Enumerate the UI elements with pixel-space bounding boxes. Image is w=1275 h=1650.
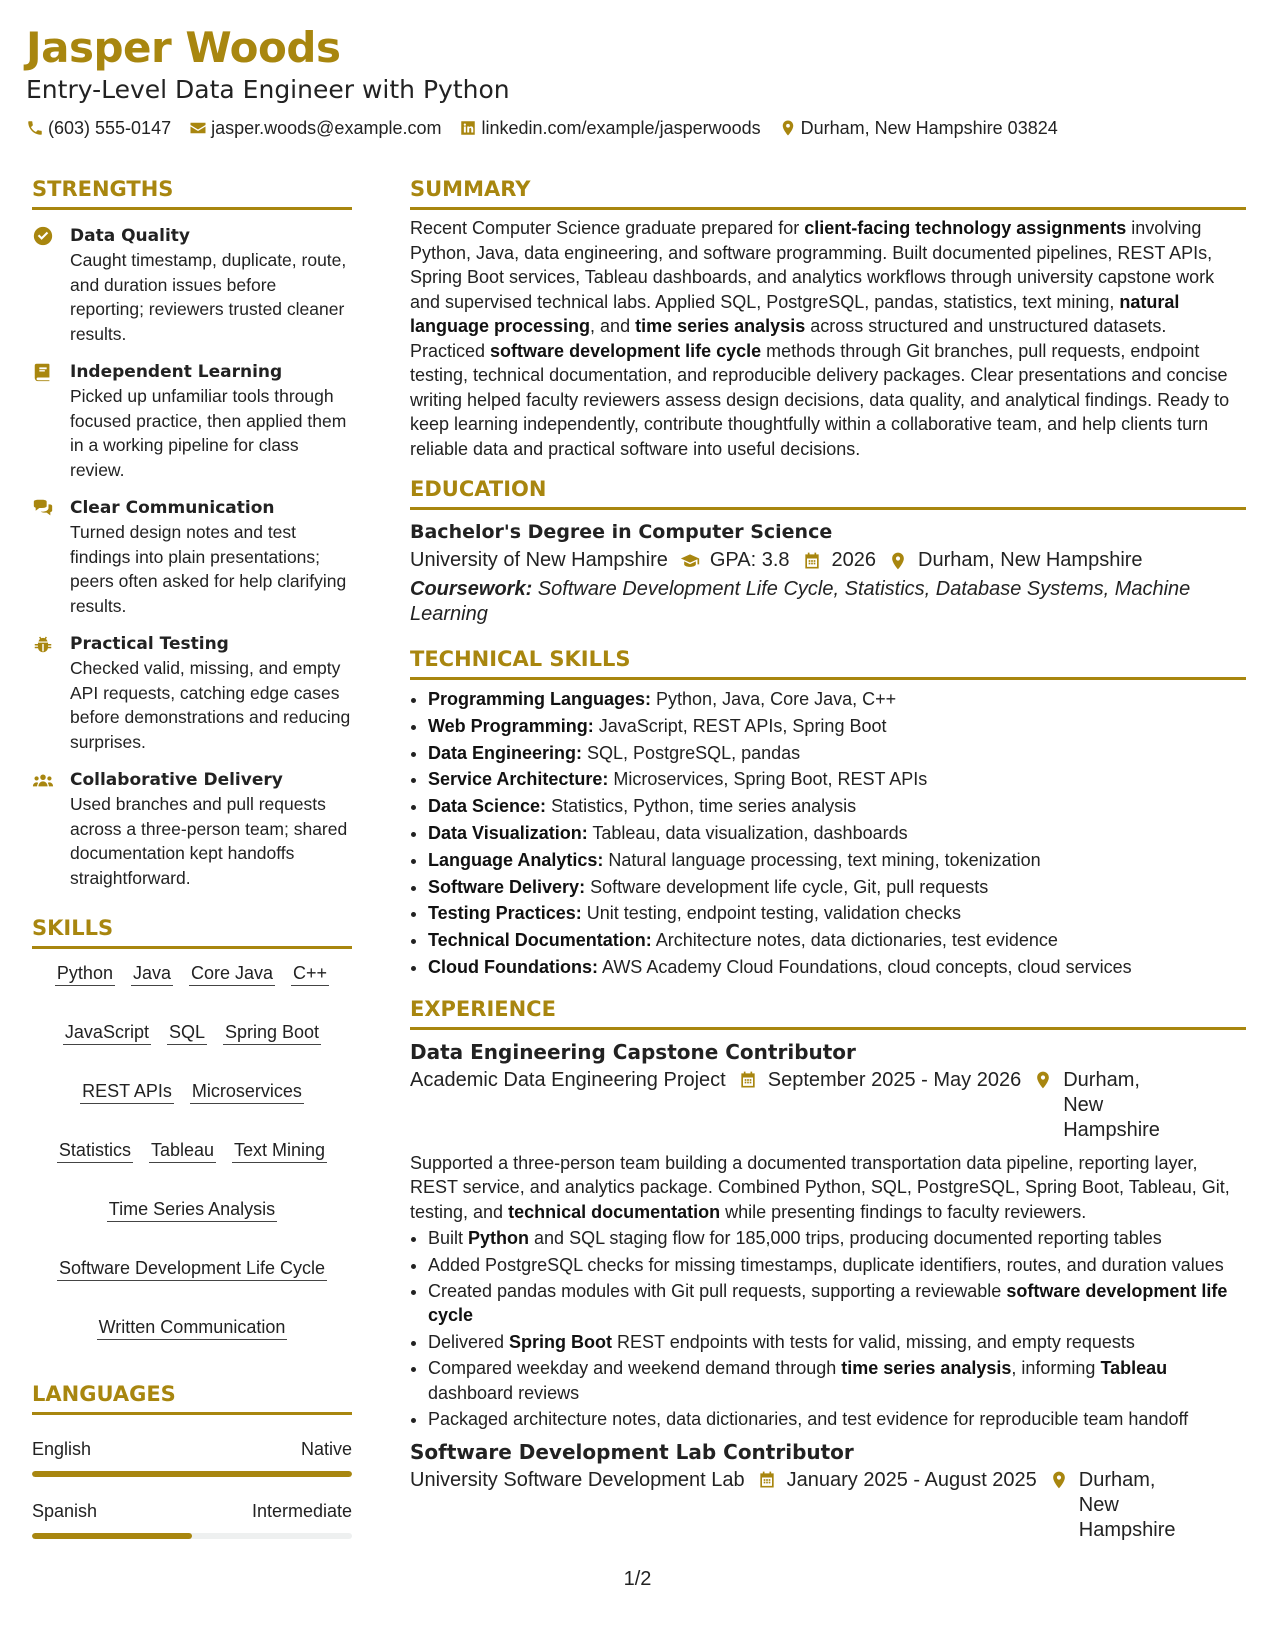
language-name: Spanish [32,1501,98,1521]
job-title: Software Development Lab Contributor [410,1439,854,1464]
contact-phone[interactable] [26,118,171,139]
skill-tag: Written Communication [97,1315,288,1340]
strength-desc: Picked up unfamiliar tools through focused practice, then applied them in a working pipeline for class review. [70,386,347,480]
contact-location [779,118,1058,139]
job-entry [410,1038,1246,1432]
strength-desc: Checked valid, missing, and empty API requests, catching edge cases before demonstrations and reducing surprises. [70,658,351,752]
check-circle-icon [32,225,54,247]
skill-tag: Time Series Analysis [107,1197,277,1222]
candidate-name: Jasper Woods [26,23,341,72]
skill-tag: Python [55,961,115,986]
calendar-icon [738,1070,758,1090]
strength-desc: Used branches and pull requests across a three-person team; shared documentation kept handoffs straightforward. [70,794,348,888]
strength-title: Clear Communication [70,498,275,518]
list-item: • Data Visualization: Tableau, data visualization, dashboards [428,820,1246,847]
job-bullets [410,1226,1246,1431]
skill-tag: C++ [291,961,329,986]
list-item: • Packaged architecture notes, data dictionaries, and test evidence for reproducible team handoff [428,1407,1246,1431]
strength-title: Data Quality [70,226,190,246]
email-text: jasper.woods@example.com [211,117,442,138]
strength-desc: Turned design notes and test findings into plain presentations; peers often asked for help clarifying results. [70,522,347,616]
skill-tag: Java [131,961,173,986]
left-column [32,175,352,1539]
phone-icon [26,119,44,137]
job-description: Supported a three-person team building a documented transportation data pipeline, reporting layer, REST service, and analytics package. Combined Python, SQL, PostgreSQL, Spring Boot, Tableau, Git, testing, and technical documentation while presenting findings to faculty reviewers. [410,1152,1230,1222]
calendar-icon [802,551,822,571]
map-pin-icon [1049,1470,1069,1490]
skill-tag: Spring Boot [223,1020,321,1045]
strength-title: Independent Learning [70,362,283,382]
list-item: • Created pandas modules with Git pull requests, supporting a reviewable software development life cycle [428,1279,1246,1328]
list-item: • Web Programming: JavaScript, REST APIs, Spring Boot [428,713,1246,740]
skill-tag: REST APIs [80,1079,174,1104]
page-number: 1/2 [623,1568,652,1590]
graduation-cap-icon [680,551,700,571]
language-proficiency-fill [32,1533,192,1539]
map-pin-icon [1033,1070,1053,1090]
skills-tag-cloud [32,961,352,1340]
job-location: Durham, New Hampshire [1063,1068,1160,1141]
degree-title: Bachelor's Degree in Computer Science [410,521,833,543]
language-level: Intermediate [251,1501,352,1521]
education-heading: EDUCATION [410,475,1246,510]
strength-item [32,768,352,890]
list-item: • Data Engineering: SQL, PostgreSQL, pandas [428,740,1246,767]
list-item: • Programming Languages: Python, Java, Core Java, C++ [428,686,1246,713]
gpa-text: GPA: 3.8 [709,549,790,571]
job-meta [410,1468,1246,1543]
contact-row [26,116,1249,140]
phone-text: (603) 555-0147 [48,117,172,138]
education-location: Durham, New Hampshire [918,549,1143,571]
book-icon [32,361,54,383]
summary-heading: SUMMARY [410,175,1246,210]
list-item: • Testing Practices: Unit testing, endpoint testing, validation checks [428,900,1246,927]
skills-heading: SKILLS [32,914,352,949]
list-item: • Added PostgreSQL checks for missing timestamps, duplicate identifiers, routes, and duration values [428,1253,1246,1277]
language-item [32,1437,352,1477]
list-item: • Software Delivery: Software development life cycle, Git, pull requests [428,874,1246,901]
skill-tag: Tableau [149,1138,216,1163]
list-item: • Delivered Spring Boot REST endpoints with tests for valid, missing, and empty requests [428,1330,1246,1354]
list-item: • Technical Documentation: Architecture notes, data dictionaries, test evidence [428,927,1246,954]
contact-linkedin[interactable] [459,118,760,139]
language-item [32,1499,352,1539]
list-item: • Built Python and SQL staging flow for 185,000 trips, producing documented reporting tables [428,1226,1246,1250]
job-meta [410,1068,1246,1143]
skill-tag: JavaScript [63,1020,151,1045]
languages-heading: LANGUAGES [32,1380,352,1415]
job-location: Durham, New Hampshire [1078,1468,1176,1541]
language-proficiency-fill [32,1471,352,1477]
coursework: Coursework: Software Development Life Cycle, Statistics, Database Systems, Machine Learning [410,578,1191,625]
job-title: Data Engineering Capstone Contributor [410,1039,856,1064]
language-name: English [32,1439,92,1459]
skill-tag: SQL [167,1020,207,1045]
map-pin-icon [888,551,908,571]
contact-email[interactable] [189,118,441,139]
experience-heading: EXPERIENCE [410,995,1246,1030]
list-item: • Data Science: Statistics, Python, time series analysis [428,793,1246,820]
right-column [410,175,1246,1543]
envelope-icon [189,119,207,137]
list-item: • Service Architecture: Microservices, Spring Boot, REST APIs [428,766,1246,793]
resume-header [26,22,1249,140]
job-organization: Academic Data Engineering Project [410,1068,726,1091]
linkedin-icon [459,119,477,137]
school-name: University of New Hampshire [410,549,668,571]
comments-icon [32,497,54,519]
summary-paragraph: Recent Computer Science graduate prepared for client-facing technology assignments involving Python, Java, data engineering, and software programming. Built documented pipelines, REST APIs, Spring Boot services, Tableau dashboards, and analytics workflows through university capstone work and supervised technical labs. Applied SQL, PostgreSQL, pandas, statistics, text mining, natural language processing, and time series analysis across structured and unstructured datasets. Practiced software development life cycle methods through Git branches, pull requests, endpoint testing, technical documentation, and reproducible delivery packages. Clear presentations and concise writing helped faculty reviewers assess design decisions, data quality, and analytical findings. Ready to keep learning independently, contribute thoughtfully within a collaborative team, and help clients turn reliable data and practical software into useful decisions. [410,218,1230,459]
strength-item [32,360,352,482]
job-entry [410,1438,1246,1543]
skill-tag: Software Development Life Cycle [57,1256,327,1281]
strength-desc: Caught timestamp, duplicate, route, and duration issues before reporting; reviewers trusted cleaner results. [70,250,347,344]
language-proficiency-bar [32,1471,352,1477]
language-proficiency-bar [32,1533,352,1539]
skill-tag: Core Java [189,961,275,986]
strength-title: Collaborative Delivery [70,770,283,790]
list-item: • Cloud Foundations: AWS Academy Cloud Foundations, cloud concepts, cloud services [428,954,1246,981]
list-item: • Language Analytics: Natural language processing, text mining, tokenization [428,847,1246,874]
job-dates: September 2025 - May 2026 [767,1068,1022,1091]
technical-skills-list [410,686,1246,981]
users-icon [32,769,54,791]
education-meta [410,548,1246,573]
strength-item [32,224,352,346]
graduation-year: 2026 [831,549,877,571]
bug-icon [32,633,54,655]
strength-title: Practical Testing [70,634,229,654]
strengths-heading: STRENGTHS [32,175,352,210]
job-organization: University Software Development Lab [410,1468,745,1491]
language-level: Native [300,1439,352,1459]
job-dates: January 2025 - August 2025 [786,1468,1037,1491]
skill-tag: Text Mining [232,1138,327,1163]
location-text: Durham, New Hampshire 03824 [800,117,1058,138]
technical-skills-heading: TECHNICAL SKILLS [410,645,1246,680]
calendar-icon [757,1470,777,1490]
linkedin-text: linkedin.com/example/jasperwoods [481,117,761,138]
map-pin-icon [779,119,797,137]
candidate-title: Entry-Level Data Engineer with Python [26,75,510,104]
strength-item [32,632,352,754]
skill-tag: Statistics [57,1138,133,1163]
skill-tag: Microservices [190,1079,304,1104]
strength-item [32,496,352,618]
list-item: • Compared weekday and weekend demand through time series analysis, informing Tableau dashboard reviews [428,1356,1246,1405]
